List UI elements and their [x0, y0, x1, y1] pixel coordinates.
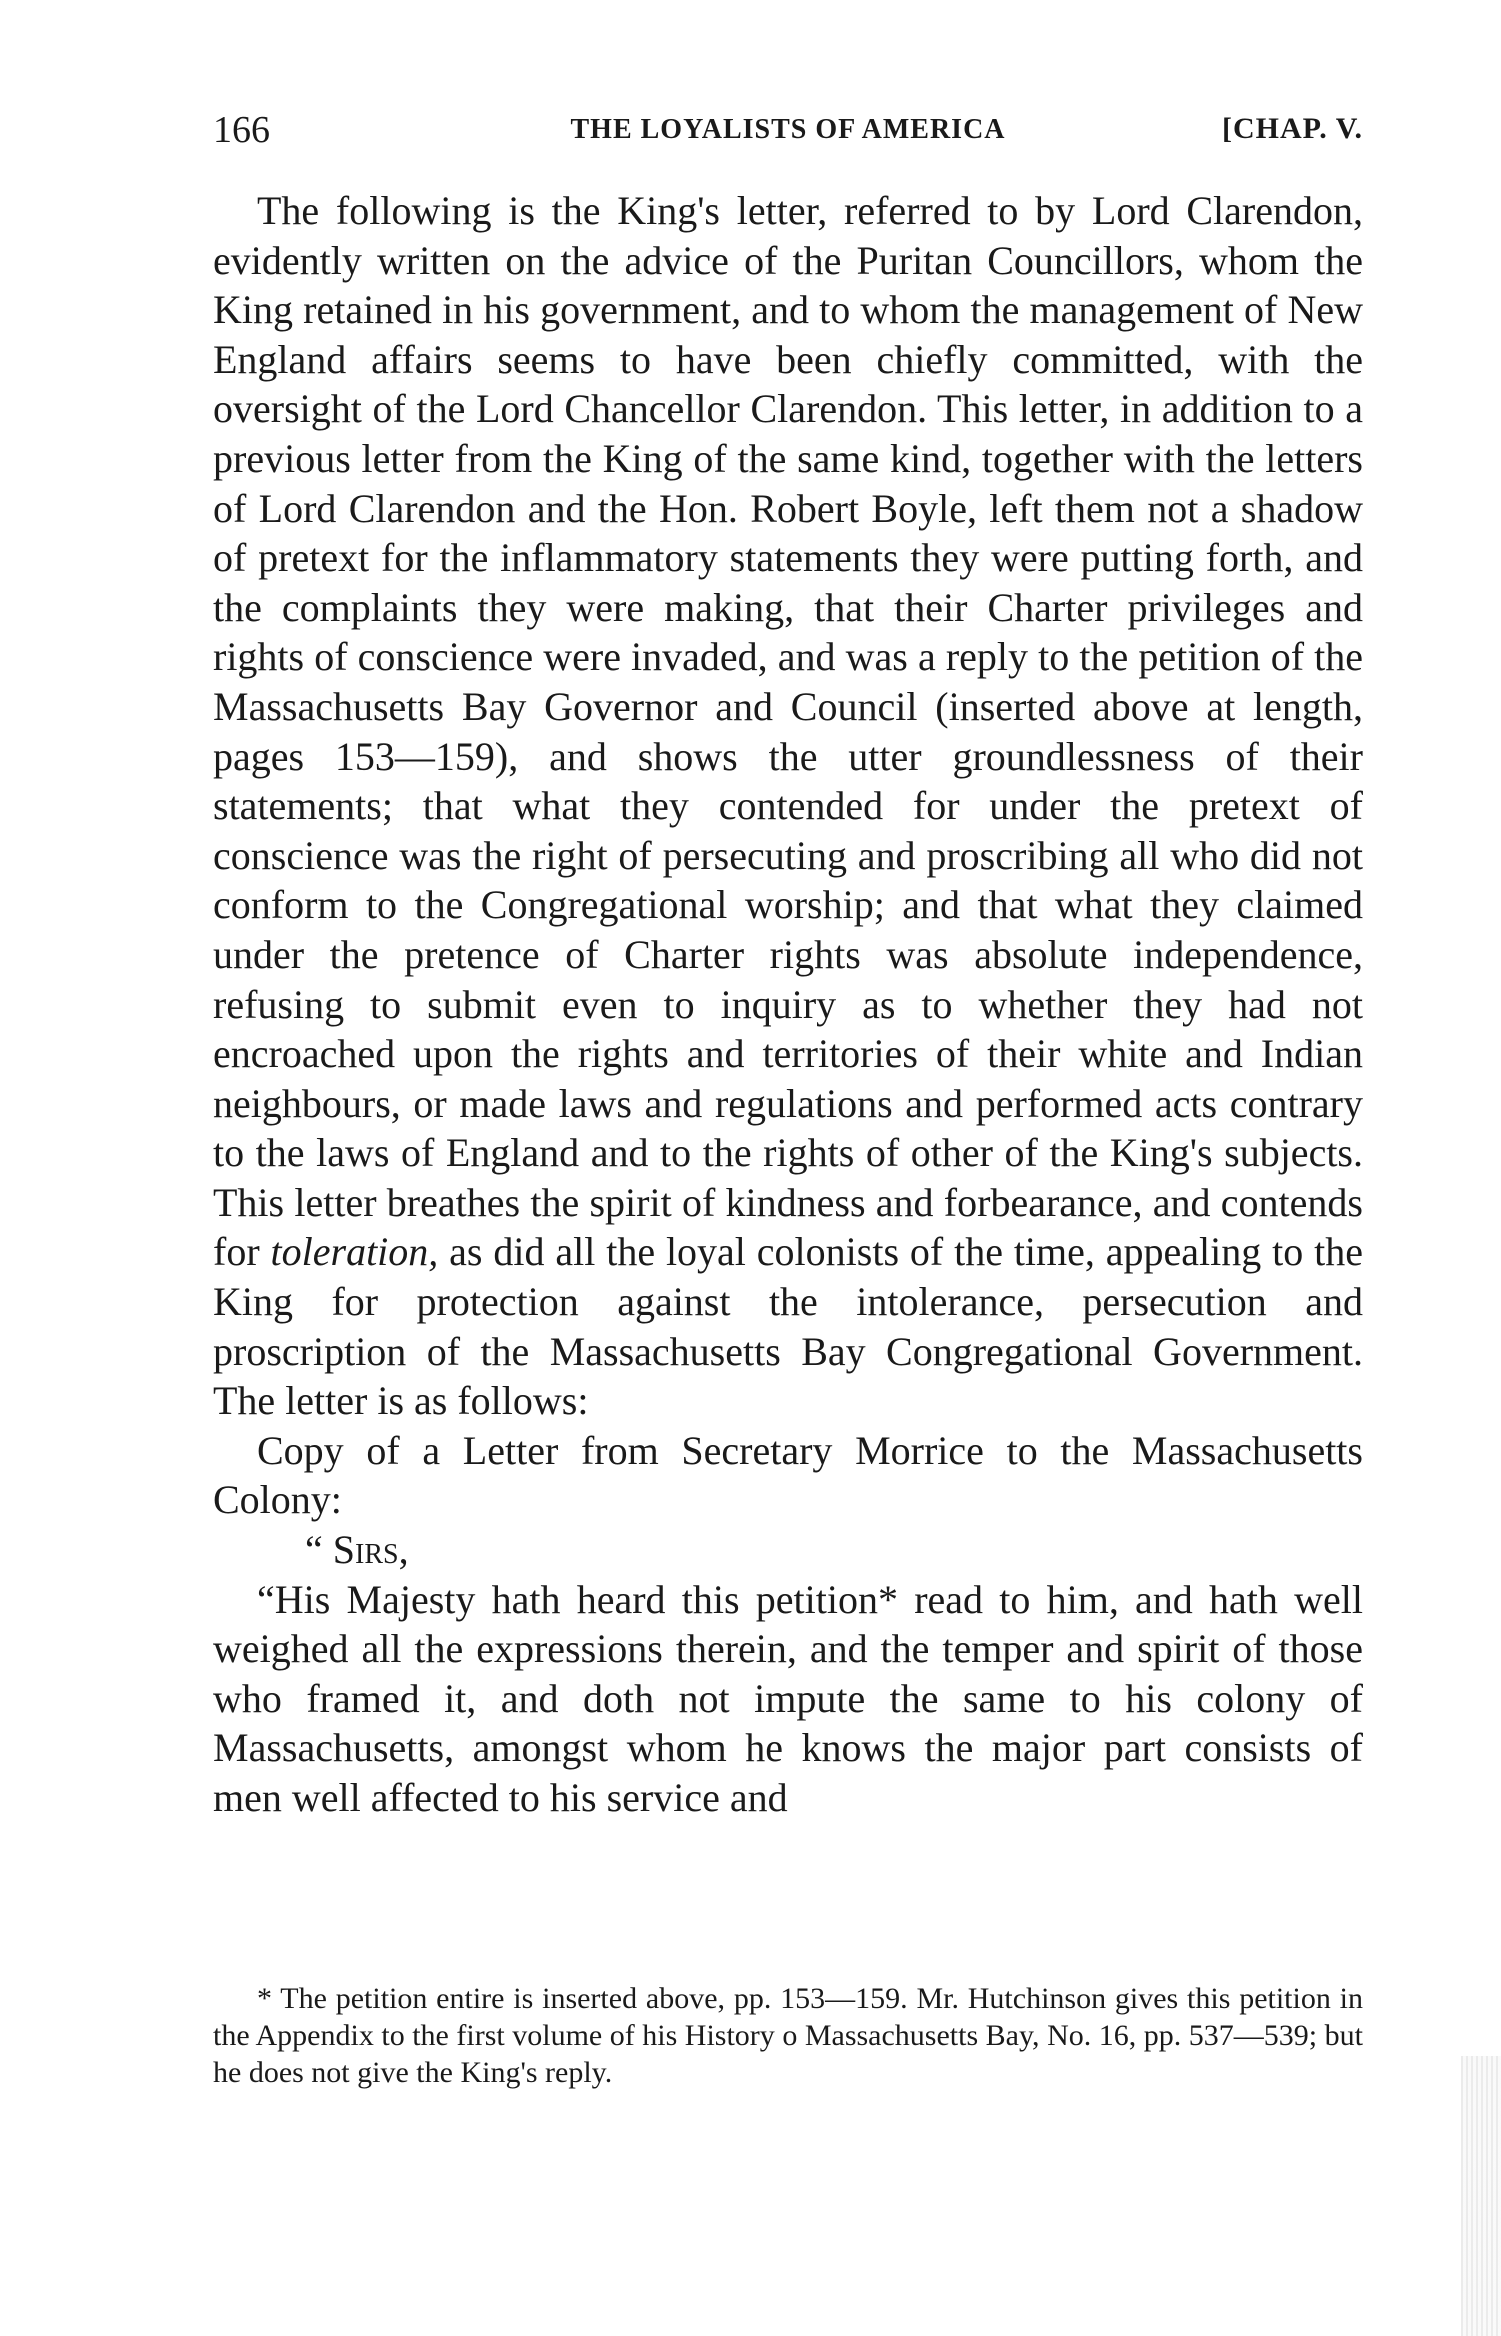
footnote-area [213, 1980, 1363, 2091]
letter-salutation [213, 1525, 1363, 1575]
body-text [213, 186, 1363, 1823]
salutation-quote: “ [305, 1527, 323, 1573]
footnote: * The petition entire is inserted above, pp. 153—159. Mr. Hutchinson gives this petition in the Appendix to the first volume of his History o Massachusetts Bay, No. 16, pp. 537—539; but he does not give the King's reply. [213, 1982, 1363, 2089]
emphasis-toleration: toleration, [270, 1229, 439, 1275]
scan-edge-artifact [1461, 2056, 1501, 2336]
letter-body: “His Majesty hath heard this petition* read to him, and hath well weighed all the expressions therein, and the temper and spirit of those who framed it, and doth not impute the same to his colony of Massachusetts, amongst whom he knows the major part consists of men well affected to his service and [213, 1576, 1363, 1820]
chapter-label: [CHAP. V. [1222, 112, 1363, 145]
salutation-word: Sirs, [332, 1527, 409, 1573]
paragraph-intro [213, 186, 1363, 1426]
running-title: THE LOYALISTS OF AMERICA [570, 114, 1006, 145]
page-number: 166 [213, 109, 270, 151]
paragraph-intro-end: as did all the loyal colonists of the time, appealing to the King for protection against the intolerance, persecution and proscription of the Massachusetts Bay Congregational Government. The letter is as follows: [213, 1229, 1363, 1424]
letter-caption: Copy of a Letter from Secretary Morrice to the Massachusetts Colony: [213, 1427, 1363, 1523]
paragraph-intro-text: The following is the King's letter, referred to by Lord Clarendon, evidently written on the advice of the Puritan Councillors, whom the King retained in his government, and to whom the management of New England affairs seems to have been chiefly committed, with the oversight of the Lord Chancellor Clarendon. This letter, in addition to a previous letter from the King of the same kind, together with the letters of Lord Clarendon and the Hon. Robert Boyle, left them not a shadow of pretext for the inflammatory statements they were putting forth, and the complaints they were making, that their Charter privileges and rights of conscience were invaded, and was a reply to the petition of the Massachusetts Bay Governor and Council (inserted above at length, pages 153—159), and shows the utter groundlessness of their statements; that what they contended for under the pretext of conscience was the right of persecuting and proscribing all who did not conform to the Congregational worship; and that what they claimed under the pretence of Charter rights was absolute independence, refusing to submit even to inquiry as to whether they had not encroached upon the rights and territories of their white and Indian neighbours, or made laws and regulations and performed acts contrary to the laws of England and to the rights of other of the King's subjects. This letter breathes the spirit of kindness and forbearance, and contends for [213, 188, 1363, 1275]
running-header [213, 108, 1363, 168]
